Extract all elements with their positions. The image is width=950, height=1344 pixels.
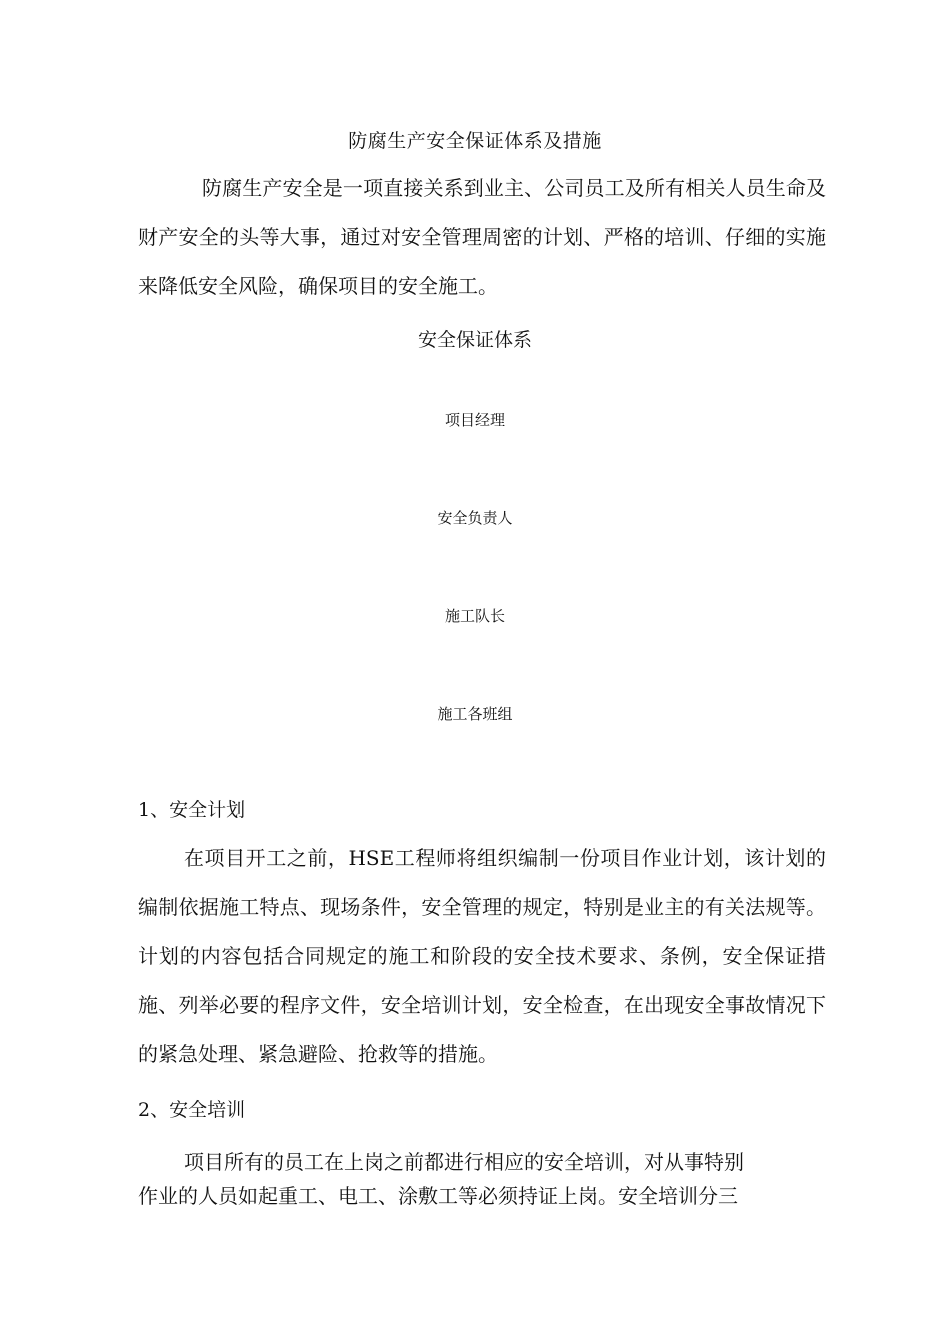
org-node-project-manager: 项目经理 bbox=[444, 411, 505, 429]
system-title: 安全保证体系 bbox=[417, 329, 532, 351]
org-node-safety-lead: 安全负责人 bbox=[437, 509, 513, 527]
section2-line2: 作业的人员如起重工、电工、涂敷工等必须持证上岗。安全培训分三 bbox=[138, 1184, 738, 1208]
section2-line1: 项目所有的员工在上岗之前都进行相应的安全培训，对从事特别 bbox=[184, 1150, 744, 1174]
intro-text: 防腐生产安全是一项直接关系到业主、公司员工及所有相关人员生命及财产安全的头等大事，通过对安全管理周密的计划、严格的培训、仔细的实施来降低安全风险，确保项目的安全施工。 bbox=[138, 176, 826, 298]
section1-paragraph bbox=[138, 834, 826, 1079]
intro-paragraph bbox=[138, 164, 826, 311]
section1-heading: 1、安全计划 bbox=[138, 799, 246, 821]
org-node-work-groups: 施工各班组 bbox=[437, 705, 513, 723]
section1-text: 在项目开工之前，HSE工程师将组织编制一份项目作业计划，该计划的编制依据施工特点、现场条件，安全管理的规定，特别是业主的有关法规等。计划的内容包括合同规定的施工和阶段的安全技术要求、条例，安全保证措施、列举必要的程序文件，安全培训计划，安全检查，在出现安全事故情况下的紧急处理、紧急避险、抢救等的措施。 bbox=[138, 846, 826, 1066]
section2-heading: 2、安全培训 bbox=[138, 1099, 246, 1121]
document-title: 防腐生产安全保证体系及措施 bbox=[348, 130, 602, 152]
org-node-team-leader: 施工队长 bbox=[444, 607, 505, 625]
